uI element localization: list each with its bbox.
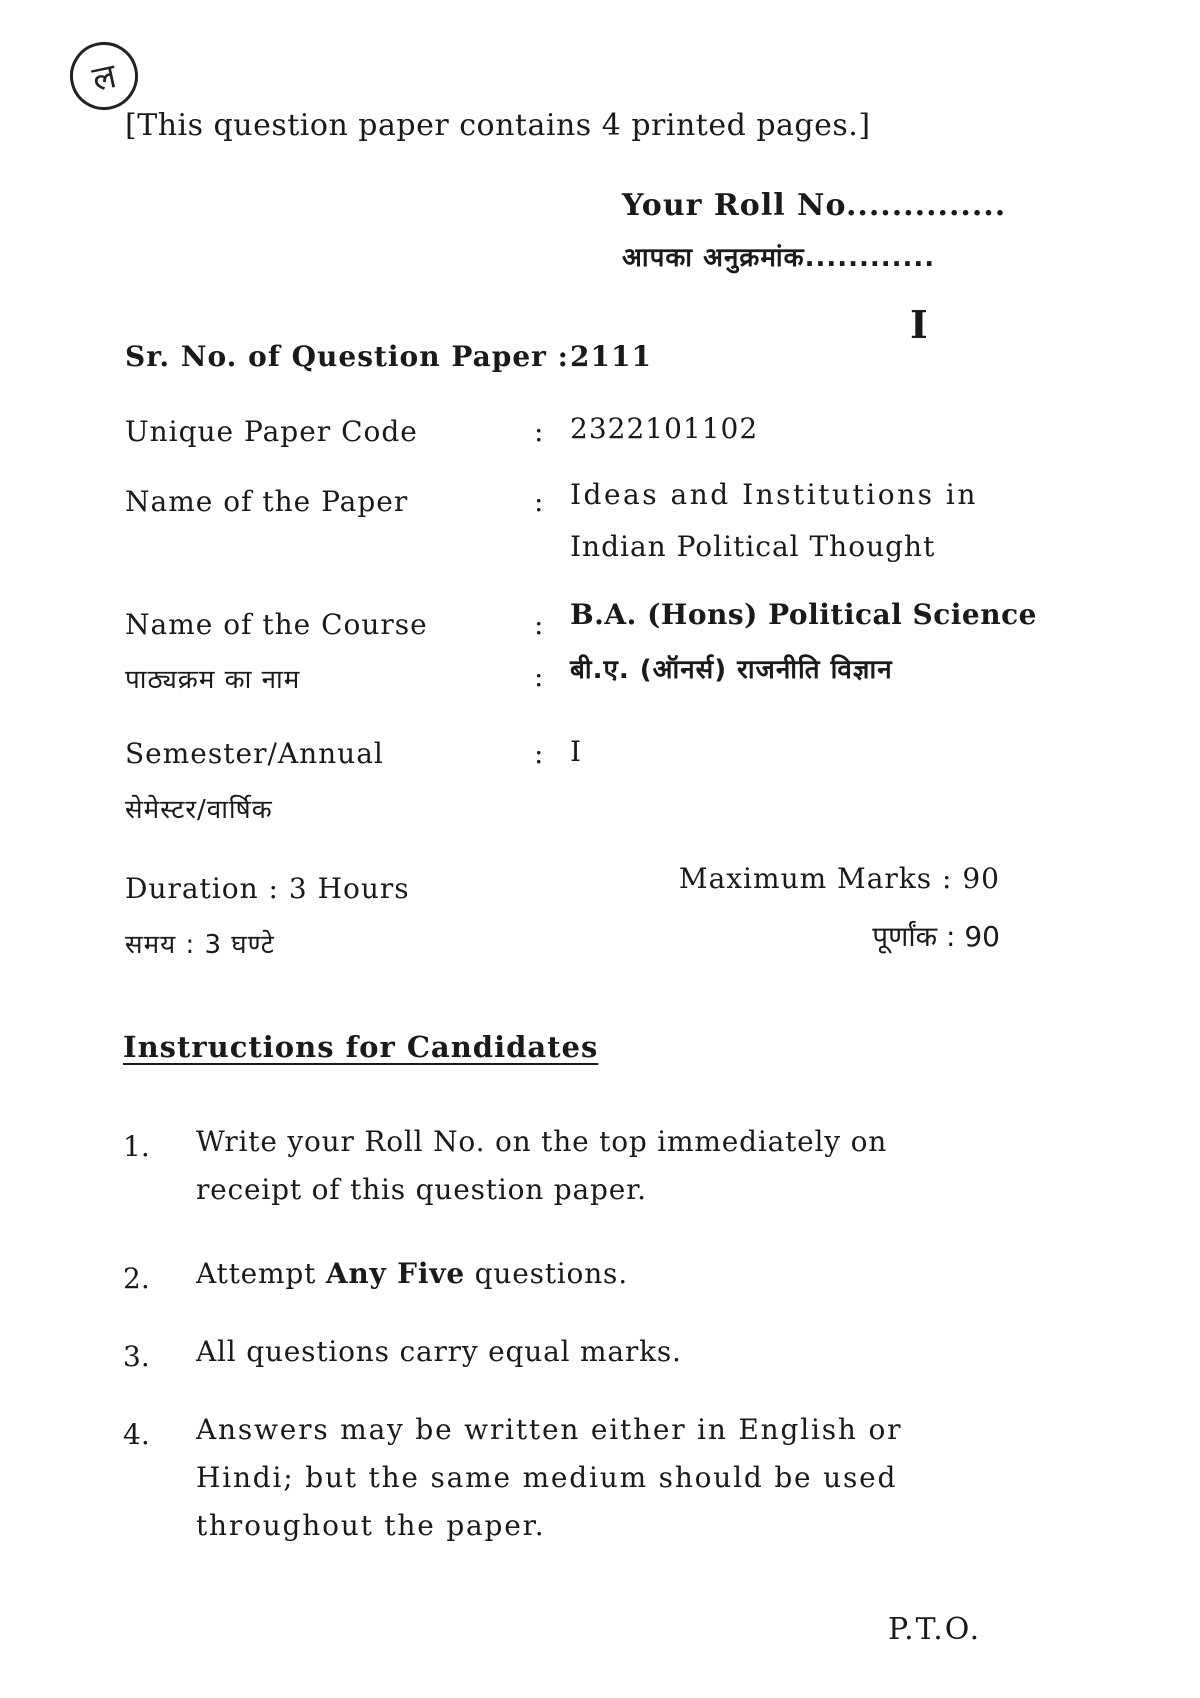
course-label-hi: पाठ्यक्रम का नाम — [125, 665, 301, 695]
duration: Duration : 3 Hours — [125, 872, 410, 905]
paper-name-colon: : — [534, 485, 544, 518]
instruction-text — [196, 1250, 996, 1298]
paper-name-value-line1: Ideas and Institutions in — [570, 478, 978, 511]
upc-label: Unique Paper Code — [125, 415, 418, 448]
paper-name-label: Name of the Paper — [125, 485, 409, 518]
max-marks-hi: पूर्णांक : 90 — [872, 920, 1000, 953]
course-label: Name of the Course — [125, 608, 428, 641]
roll-number-label-hi: आपका अनुक्रमांक............ — [622, 243, 936, 273]
handwritten-mark-text: ल — [88, 55, 120, 100]
course-hi-colon: : — [534, 660, 544, 693]
series-mark: I — [910, 302, 928, 347]
instruction-number: 4. — [123, 1418, 150, 1451]
instruction-number: 3. — [123, 1340, 150, 1373]
semester-value: I — [570, 735, 583, 768]
semester-colon: : — [534, 737, 544, 770]
instruction-text: All questions carry equal marks. — [196, 1335, 682, 1368]
duration-hi: समय : 3 घण्टे — [125, 930, 275, 960]
instruction-number: 2. — [123, 1262, 150, 1295]
instructions-heading: Instructions for Candidates — [123, 1030, 599, 1064]
max-marks: Maximum Marks : 90 — [678, 862, 1000, 895]
sr-no-value: 2111 — [570, 340, 652, 373]
sr-no-label: Sr. No. of Question Paper : — [125, 340, 569, 373]
instruction-text-part: Attempt — [196, 1257, 326, 1290]
page-count-note: [This question paper contains 4 printed pages.] — [125, 108, 871, 143]
instruction-text: Answers may be written either in English or Hindi; but the same medium should be used throughout the paper. — [196, 1413, 903, 1542]
upc-colon: : — [534, 415, 544, 448]
semester-label: Semester/Annual — [125, 737, 384, 770]
course-colon: : — [534, 608, 544, 641]
instruction-text: Write your Roll No. on the top immediately on receipt of this question paper. — [196, 1125, 888, 1206]
upc-value: 2322101102 — [570, 412, 759, 445]
course-value-hi: बी.ए. (ऑनर्स) राजनीति विज्ञान — [570, 655, 893, 685]
roll-number-label-en: Your Roll No.............. — [622, 188, 1007, 223]
handwritten-circle-mark — [64, 36, 145, 117]
semester-label-hi: सेमेस्टर/वार्षिक — [125, 795, 273, 825]
course-value: B.A. (Hons) Political Science — [570, 598, 1037, 631]
instruction-text-part: questions. — [464, 1257, 628, 1290]
please-turn-over: P.T.O. — [888, 1612, 982, 1647]
instruction-emphasis: Any Five — [325, 1257, 465, 1290]
paper-name-value-line2: Indian Political Thought — [570, 530, 936, 563]
instruction-number: 1. — [123, 1130, 150, 1163]
